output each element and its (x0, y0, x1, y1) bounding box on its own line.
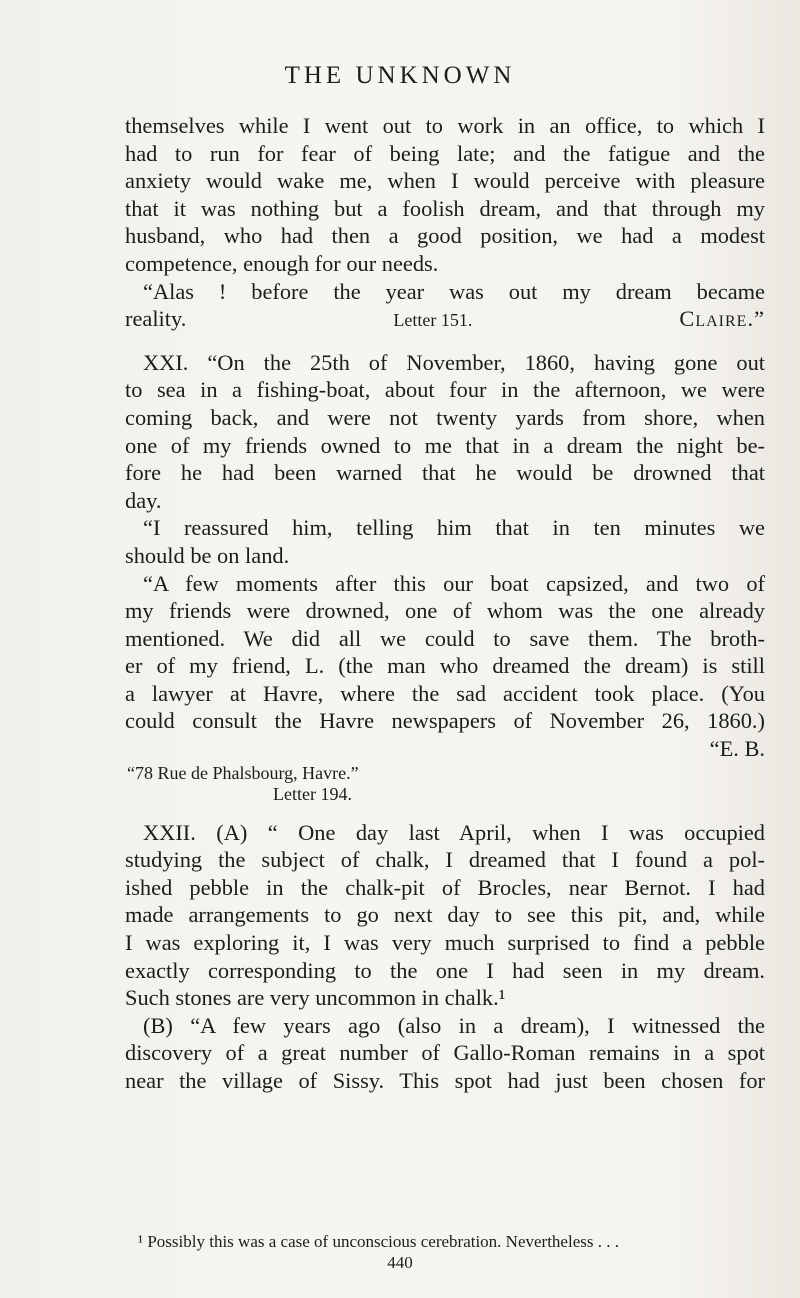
text-line: “A few moments after this our boat capsized, and two of (143, 570, 765, 596)
text-line: I was exploring it, I was very much surprised to find a pebble (125, 930, 765, 956)
text-line: one of my friends owned to me that in a dream the night be- (125, 432, 765, 458)
text-line: mentioned. We did all we could to save them. The broth- (125, 625, 765, 651)
text-line: Such stones are very uncommon in chalk.¹ (125, 985, 506, 1011)
text-line: a lawyer at Havre, where the sad accident took place. (You (125, 680, 765, 706)
text-line: coming back, and were not twenty yards from shore, when (125, 404, 765, 430)
text-line: “Alas ! before the year was out my dream became (143, 278, 765, 304)
text-line: had to run for fear of being late; and the fatigue and the (125, 140, 765, 166)
text-line: “I reassured him, telling him that in ten minutes we (143, 515, 765, 541)
section-gap (125, 335, 765, 349)
text-line: to sea in a fishing-boat, about four in the afternoon, we were (125, 377, 765, 403)
text-line: should be on land. (125, 542, 290, 568)
text-line: er of my friend, L. (the man who dreamed the dream) is still (125, 653, 765, 679)
text-line: that it was nothing but a foolish dream, and that through my (125, 195, 765, 221)
text-line: reality. (125, 306, 187, 332)
letter-signature-row (125, 305, 765, 335)
text-line: (B) “A few years ago (also in a dream), I witnessed the (143, 1012, 765, 1038)
text-line: exactly corresponding to the one I had seen in my dream. (125, 957, 765, 983)
letter-reference: Letter 151. (393, 310, 473, 331)
running-head: THE UNKNOWN (284, 62, 516, 89)
text-line: studying the subject of chalk, I dreamed that I found a pol- (125, 847, 765, 873)
text-line: XXI. “On the 25th of November, 1860, having gone out (143, 349, 765, 375)
section-gap (125, 805, 765, 819)
page-number: 440 (387, 1253, 413, 1272)
body-text (125, 112, 765, 1095)
text-line: near the village of Sissy. This spot had just been chosen for (125, 1068, 765, 1093)
text-line: XXII. (A) “ One day last April, when I was occupied (143, 819, 765, 845)
text-line: day. (125, 487, 162, 513)
text-line: competence, enough for our needs. (125, 250, 439, 276)
letter-reference: Letter 194. (273, 783, 352, 804)
text-line: themselves while I went out to work in an office, to which I (125, 113, 765, 138)
text-line: made arrangements to go next day to see this pit, and, while (125, 902, 765, 928)
address: “78 Rue de Phalsbourg, Havre.” (127, 762, 359, 783)
text-line: my friends were drowned, one of whom was the one already (125, 598, 765, 624)
text-line: anxiety would wake me, when I would perceive with pleasure (125, 168, 765, 194)
text-line: ished pebble in the chalk-pit of Brocles, near Bernot. I had (125, 874, 765, 900)
signature: “E. B. (709, 736, 765, 762)
text-line: could consult the Havre newspapers of November 26, 1860.) (125, 708, 765, 734)
text-line: husband, who had then a good position, we had a modest (125, 223, 765, 249)
text-line: discovery of a great number of Gallo-Roman remains in a spot (125, 1040, 765, 1066)
text-line: fore he had been warned that he would be drowned that (125, 460, 765, 486)
footnote: ¹ Possibly this was a case of unconscious cerebration. Nevertheless . . . (138, 1232, 619, 1251)
signature: Claire.” (679, 306, 765, 332)
